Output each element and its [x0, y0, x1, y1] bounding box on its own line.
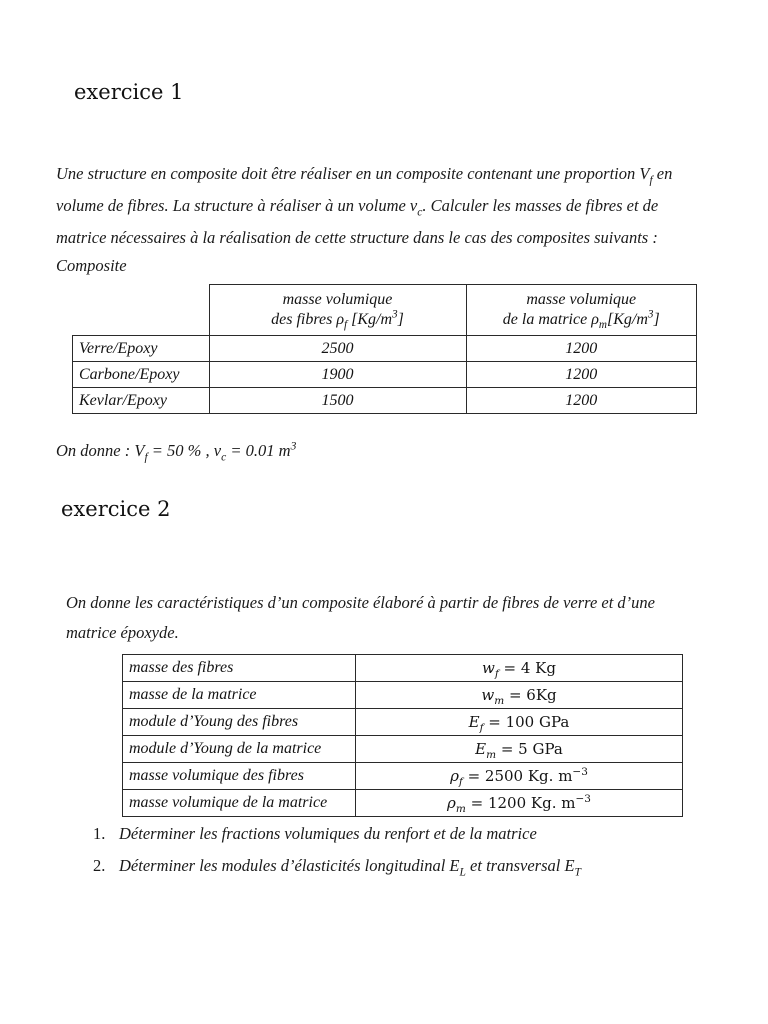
statement-line: Composite	[56, 256, 127, 275]
question-text: Déterminer les fractions volumiques du renfort et de la matrice	[119, 824, 537, 843]
fibre-density-header: masse volumique des fibres $\rho_f$ $[Kg/m^3]$	[209, 285, 466, 336]
table-header-row	[73, 285, 697, 336]
property-label: masse volumique des fibres	[123, 763, 356, 790]
table-row	[123, 790, 683, 817]
question-number: 2.	[93, 856, 106, 875]
fibre-density-value: 1500	[209, 388, 466, 414]
property-label: module d’Young des fibres	[123, 709, 356, 736]
table-corner-cell	[73, 285, 210, 336]
question-number: 1.	[93, 824, 106, 843]
matrix-density-value: 1200	[466, 362, 697, 388]
statement-line: matrice époxyde.	[66, 623, 179, 642]
table-row	[73, 362, 697, 388]
statement-line: Une structure en composite doit être réaliser en un composite contenant une proportion $V_f$ en	[56, 164, 673, 187]
density-table	[72, 284, 697, 414]
property-label: masse des fibres	[123, 655, 356, 682]
property-value: $\rho_f = 2500$ Kg. $m^{-3}$	[356, 763, 683, 790]
table-row	[123, 682, 683, 709]
table-row	[123, 736, 683, 763]
matrix-density-header: masse volumique de la matrice $\rho_m[Kg/m^3]$	[466, 285, 697, 336]
property-value: $E_m = 5$ GPa	[356, 736, 683, 763]
table-row	[73, 388, 697, 414]
question-item	[93, 824, 537, 844]
question-text: Déterminer les modules d’élasticités longitudinal E	[119, 856, 460, 875]
exercise-1-title: exercice 1	[74, 80, 184, 104]
fibre-density-value: 1900	[209, 362, 466, 388]
property-label: masse volumique de la matrice	[123, 790, 356, 817]
property-label: module d’Young de la matrice	[123, 736, 356, 763]
composite-name: Verre/Epoxy	[73, 336, 210, 362]
table-row	[123, 709, 683, 736]
statement-line: volume de fibres. La structure à réaliser à un volume $v_c$. Calculer les masses de fibres et de	[56, 196, 659, 219]
table-row	[73, 336, 697, 362]
properties-table	[122, 654, 683, 817]
fibre-density-value: 2500	[209, 336, 466, 362]
table-row	[123, 763, 683, 790]
property-label: masse de la matrice	[123, 682, 356, 709]
property-value: $w_f = 4$ Kg	[356, 655, 683, 682]
property-value: $w_m = 6Kg$	[356, 682, 683, 709]
matrix-density-value: 1200	[466, 388, 697, 414]
composite-name: Kevlar/Epoxy	[73, 388, 210, 414]
given-values: On donne : $V_f = 50$ % , $v_c = 0.01$ $m^3$	[56, 440, 297, 464]
property-value: $E_f = 100$ GPa	[356, 709, 683, 736]
statement-line: On donne les caractéristiques d’un composite élaboré à partir de fibres de verre et d’une	[66, 593, 655, 612]
property-value: $\rho_m = 1200$ Kg. $m^{-3}$	[356, 790, 683, 817]
composite-name: Carbone/Epoxy	[73, 362, 210, 388]
statement-line: matrice nécessaires à la réalisation de cette structure dans le cas des composites suivants :	[56, 228, 658, 247]
exercise-2-title: exercice 2	[61, 497, 171, 521]
question-item: 2. Déterminer les modules d’élasticités longitudinal $E_L$ et transversal $E_T$	[93, 856, 581, 879]
table-row	[123, 655, 683, 682]
matrix-density-value: 1200	[466, 336, 697, 362]
